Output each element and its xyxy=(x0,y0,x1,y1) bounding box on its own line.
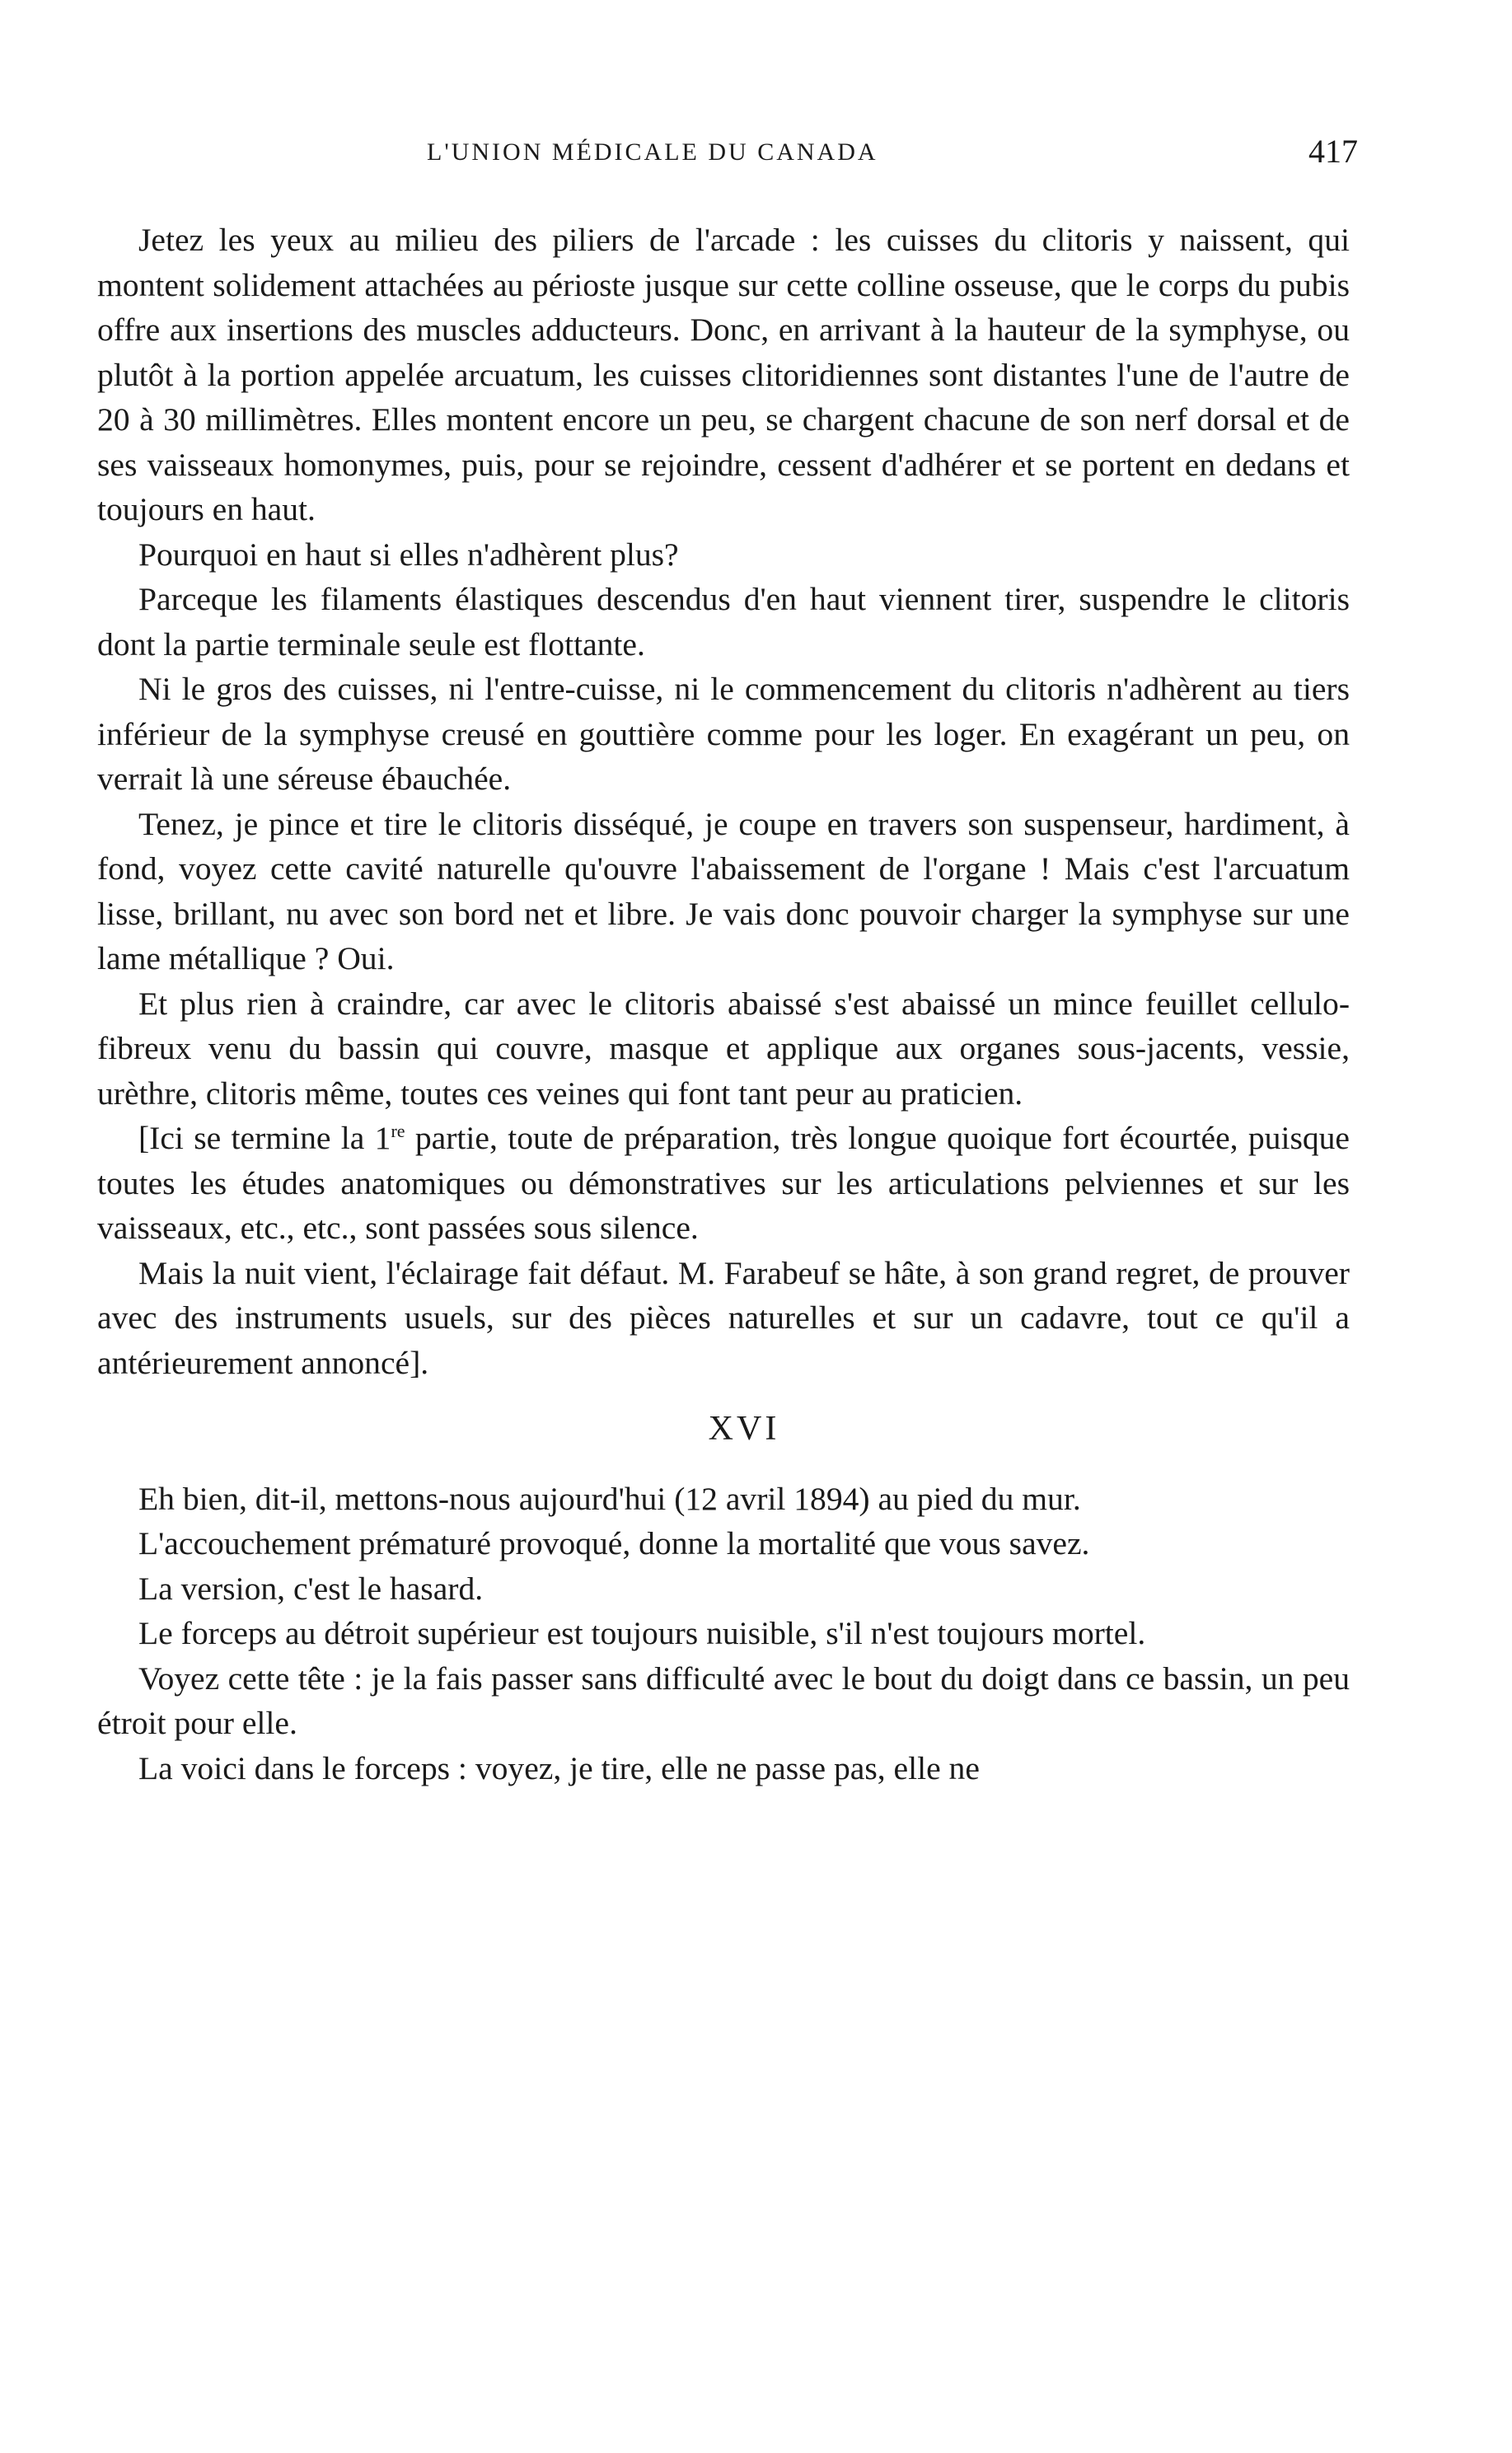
paragraph-2: Pourquoi en haut si elles n'adhèrent plus? xyxy=(138,536,679,573)
editor-note-start: [Ici se termine la 1 xyxy=(138,1120,391,1156)
editor-note-paragraph xyxy=(97,1116,1350,1251)
paragraph-3: Parceque les filaments élastiques descendus d'en haut viennent tirer, suspendre le clitoris dont la partie terminale seule est flottante. xyxy=(97,581,1350,662)
section-paragraph-1: Eh bien, dit-il, mettons-nous aujourd'hui (12 avril 1894) au pied du mur. xyxy=(138,1480,1081,1517)
running-head xyxy=(97,132,1358,181)
editor-note-rest: partie, toute de préparation, très longue quoique fort écourtée, puisque toutes les études anatomiques ou démonstratives sur les articulations pelviennes et sur les vaisseaux, etc., etc., sont passées sous silence. xyxy=(97,1120,1350,1246)
paragraph-5: Tenez, je pince et tire le clitoris disséqué, je coupe en travers son suspenseur, hardiment, à fond, voyez cette cavité naturelle qu'ouvre l'abaissement de l'organe ! Mais c'est l'arcuatum lisse, brillant, nu avec son bord net et libre. Je vais donc pouvoir charger la symphyse sur une lame métallique ? Oui. xyxy=(97,805,1350,976)
section-paragraph-6: La voici dans le forceps : voyez, je tire, elle ne passe pas, elle ne xyxy=(138,1749,980,1786)
journal-title: L'UNION MÉDICALE DU CANADA xyxy=(427,138,878,166)
section-paragraph-4: Le forceps au détroit supérieur est toujours nuisible, s'il n'est toujours mortel. xyxy=(138,1615,1146,1651)
page-number: 417 xyxy=(1308,133,1358,170)
section-paragraph-5: Voyez cette tête : je la fais passer sans difficulté avec le bout du doigt dans ce bassin, un peu étroit pour elle. xyxy=(97,1660,1350,1741)
ordinal-superscript: re xyxy=(391,1120,405,1141)
paragraph-6: Et plus rien à craindre, car avec le clitoris abaissé s'est abaissé un mince feuillet cellulo-fibreux venu du bassin qui couvre, masque et applique aux organes sous-jacents, vessie, urèthre, clitoris même, toutes ces veines qui font tant peur au praticien. xyxy=(97,985,1350,1112)
page xyxy=(97,132,1358,1791)
body-text xyxy=(97,218,1350,1791)
paragraph-4: Ni le gros des cuisses, ni l'entre-cuisse, ni le commencement du clitoris n'adhèrent au tiers inférieur de la symphyse creusé en gouttière comme pour les loger. En exagérant un peu, on verrait là une séreuse ébauchée. xyxy=(97,671,1350,797)
paragraph-1: Jetez les yeux au milieu des piliers de l'arcade : les cuisses du clitoris y naissent, qui montent solidement attachées au périoste jusque sur cette colline osseuse, que le corps du pubis offre aux insertions des muscles adducteurs. Donc, en arrivant à la hauteur de la symphyse, ou plutôt à la portion appelée arcuatum, les cuisses clitoridiennes sont distantes l'une de l'autre de 20 à 30 millimètres. Elles montent encore un peu, se chargent chacune de son nerf dorsal et de ses vaisseaux homonymes, puis, pour se rejoindre, cessent d'adhérer et se portent en dedans et toujours en haut. xyxy=(97,222,1350,527)
section-heading: XVI xyxy=(708,1410,780,1448)
section-paragraph-2: L'accouchement prématuré provoqué, donne la mortalité que vous savez. xyxy=(138,1525,1090,1561)
section-paragraph-3: La version, c'est le hasard. xyxy=(138,1570,484,1607)
closing-paragraph: Mais la nuit vient, l'éclairage fait défaut. M. Farabeuf se hâte, à son grand regret, de prouver avec des instruments usuels, sur des pièces naturelles et sur un cadavre, tout ce qu'il a antérieurement annoncé]. xyxy=(97,1254,1350,1381)
